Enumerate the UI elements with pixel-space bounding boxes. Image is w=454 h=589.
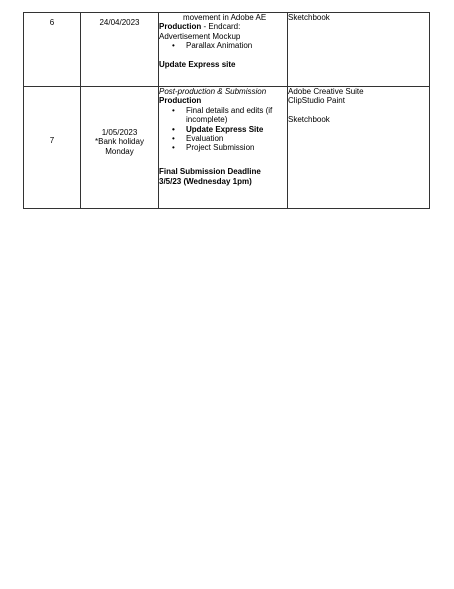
date-cell [81,13,159,87]
production-line-2: Advertisement Mockup [159,31,241,41]
table-row [24,13,430,87]
date-note: Monday [105,146,134,156]
list-item: • Parallax Animation [181,41,287,50]
task-bullet-list [159,41,287,50]
resource-item: Sketchbook [288,115,330,125]
date-cell [81,87,159,209]
deadline-date: 3/5/23 (Wednesday 1pm) [159,176,252,186]
week-number: 7 [49,136,55,145]
resource-item: Adobe Creative Suite [288,87,364,96]
production-label: Production [159,96,202,106]
resource-item: ClipStudio Paint [288,96,345,106]
task-cell [159,13,288,87]
week-cell [24,87,81,209]
schedule-table [23,12,430,209]
task-bullet-list [159,106,287,153]
update-express-line: Update Express site [159,60,236,70]
date-text: 24/04/2023 [99,18,140,27]
resource-item: Sketchbook [288,13,330,22]
date-text: 1/05/2023 [101,128,138,137]
task-continued-line: movement in Adobe AE [183,13,267,22]
date-note: *Bank holiday [95,137,144,147]
production-line [159,22,287,31]
resources-cell [288,13,430,87]
deadline-line: Final Submission Deadline [159,167,261,177]
task-cell [159,87,288,209]
production-rest: - Endcard: [201,22,241,32]
list-item: • Final details and edits (if incomplete) [181,106,287,125]
week-number: 6 [49,18,55,27]
list-item: • Project Submission [181,143,287,152]
week-cell [24,13,81,87]
list-item: • Evaluation [181,134,287,143]
table-row [24,87,430,209]
production-label: Production [159,22,202,32]
phase-heading: Post-production & Submission [159,87,267,96]
list-item: • Update Express Site [181,125,287,134]
resources-cell [288,87,430,209]
